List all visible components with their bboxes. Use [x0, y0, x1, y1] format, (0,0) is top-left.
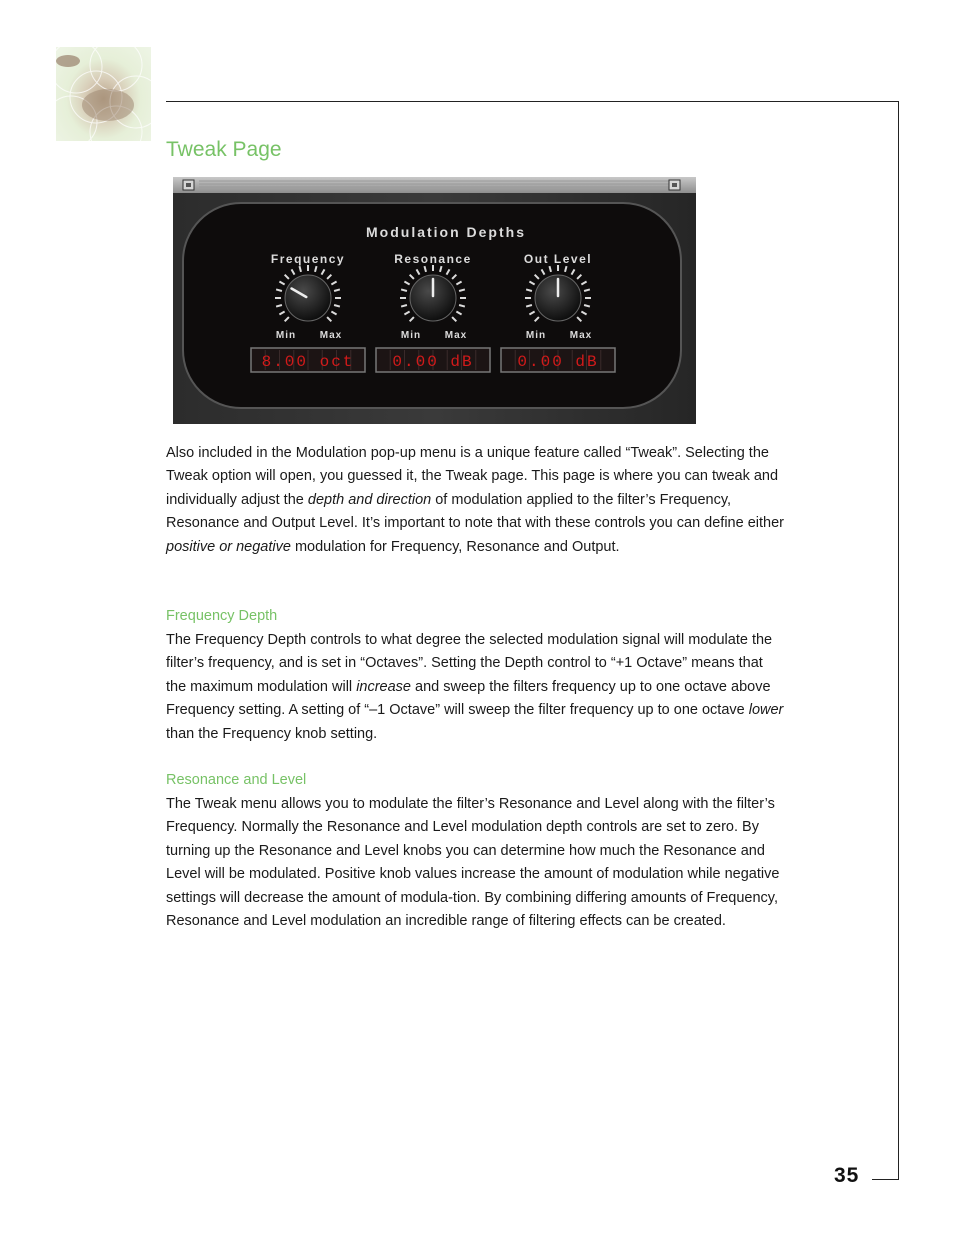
page-number: 35 — [834, 1164, 860, 1187]
knob-min-label: Min — [400, 330, 422, 341]
knob-max-label: Max — [319, 330, 343, 341]
resonance-level-heading: Resonance and Level — [166, 772, 307, 788]
close-box-icon[interactable] — [183, 180, 194, 190]
frequency-depth-paragraph: The Frequency Depth controls to what degree the selected modulation signal will modulate the filter’s frequency, and is set in “Octaves”. Setting the Depth control to “+1 Octave” means that the maximum modulation will increase and sweep the filters frequency up to one octave above Frequency setting. A setting of “–1 Octave” will sweep the filter frequency up to one octave lower than the Frequency knob setting. — [166, 632, 784, 742]
corner-decoration-image — [56, 47, 151, 141]
page-title: Tweak Page — [166, 138, 282, 161]
zoom-box-icon[interactable] — [669, 180, 680, 190]
knob-dial[interactable] — [285, 275, 331, 321]
led-readout-value: 8.00 oct — [261, 353, 355, 371]
knob-min-label: Min — [525, 330, 547, 341]
led-readout-value: 0.00 dB — [517, 353, 599, 371]
knob-label: Frequency — [270, 252, 346, 266]
resonance-level-paragraph: The Tweak menu allows you to modulate the filter’s Resonance and Level along with the filter’s Frequency. Normally the Resonance and Level modulation depth controls are set to zero. By turning up the Resonance and Level knobs you can determine how much the Resonance and Level will be modulated. Positive knob values increase the amount of modulation while negative settings will decrease the amount of modula-tion. By combining differing amounts of Frequency, Resonance and Level modulation an incredible range of filtering effects can be created. — [166, 796, 780, 930]
tweak-term: Tweak — [630, 445, 673, 461]
frame-right-line — [898, 101, 899, 1180]
knob-min-label: Min — [275, 330, 297, 341]
frequency-depth-heading: Frequency Depth — [166, 608, 278, 624]
frame-bottom-line — [872, 1179, 899, 1180]
led-readout-value: 0.00 dB — [392, 353, 474, 371]
knob-max-label: Max — [569, 330, 593, 341]
intro-paragraph: Also included in the Modulation pop-up menu is a unique feature called “Tweak”. Selecting the Tweak option will open, you guessed it, the Tweak page. This page is where you can tweak and individually adjust the depth and direction of modulation applied to the filter’s Frequency, Resonance and Output Level. It’s important to note that with these controls you can define either positive or negative modulation for Frequency, Resonance and Output. — [166, 445, 784, 555]
knob-label: Resonance — [394, 252, 472, 266]
frame-top-line — [166, 101, 899, 102]
knob-label: Out Level — [523, 252, 593, 266]
panel-heading: Modulation Depths — [366, 224, 526, 240]
knob-max-label: Max — [444, 330, 468, 341]
modulation-depths-panel — [173, 177, 696, 424]
